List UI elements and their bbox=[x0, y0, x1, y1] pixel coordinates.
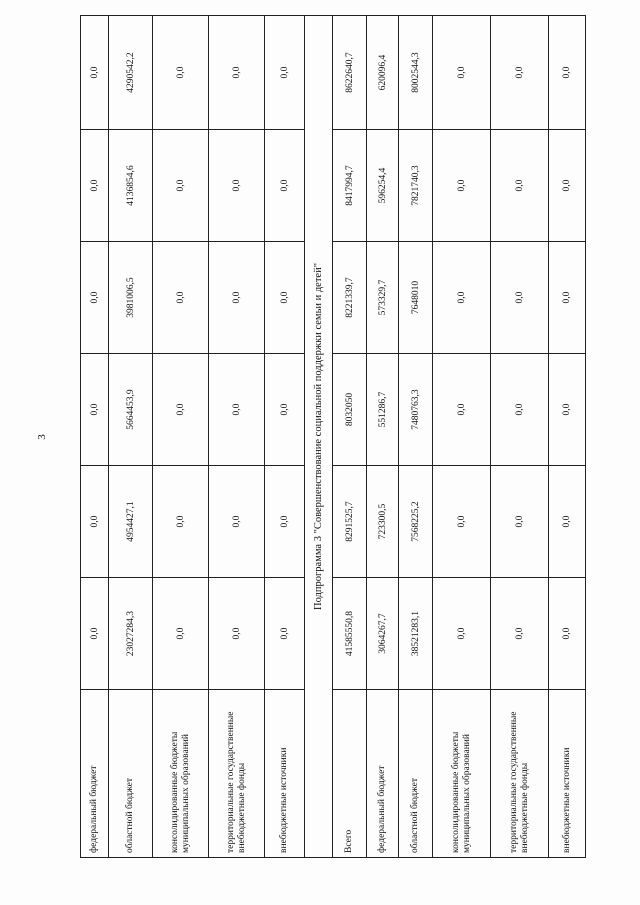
cell: 0,0 bbox=[209, 578, 265, 690]
table-row bbox=[333, 16, 367, 858]
table-row bbox=[367, 16, 399, 858]
cell: 0,0 bbox=[81, 130, 109, 242]
cell: 8291525,7 bbox=[333, 466, 367, 578]
cell: 0,0 bbox=[433, 466, 491, 578]
subprogram-header-row bbox=[305, 16, 333, 858]
cell: 8417994,7 bbox=[333, 130, 367, 242]
cell: 620096,4 bbox=[367, 16, 399, 130]
cell: 0,0 bbox=[491, 466, 549, 578]
row-label: областной бюджет bbox=[109, 690, 153, 858]
subprogram-title: Подпрограмма 3 "Совершенствование социальной поддержки семьи и детей" bbox=[305, 16, 333, 858]
cell: 7648010 bbox=[399, 242, 433, 354]
cell: 0,0 bbox=[433, 242, 491, 354]
row-label: консолидированные бюджеты муниципальных образований bbox=[153, 690, 209, 858]
budget-table-container bbox=[80, 16, 585, 858]
cell: 4954427,1 bbox=[109, 466, 153, 578]
cell: 0,0 bbox=[209, 354, 265, 466]
page-number: 3 bbox=[36, 434, 48, 440]
cell: 0,0 bbox=[549, 242, 586, 354]
cell: 0,0 bbox=[265, 354, 305, 466]
cell: 0,0 bbox=[153, 242, 209, 354]
cell: 0,0 bbox=[549, 578, 586, 690]
cell: 5664453,9 bbox=[109, 354, 153, 466]
cell: 0,0 bbox=[265, 578, 305, 690]
cell: 551286,7 bbox=[367, 354, 399, 466]
row-label: внебюджетные источники bbox=[265, 690, 305, 858]
cell: 0,0 bbox=[153, 130, 209, 242]
cell: 0,0 bbox=[81, 242, 109, 354]
table-row bbox=[209, 16, 265, 858]
cell: 0,0 bbox=[549, 16, 586, 130]
cell: 7480763,3 bbox=[399, 354, 433, 466]
row-label: консолидированные бюджеты муниципальных образований bbox=[433, 690, 491, 858]
cell: 723300,5 bbox=[367, 466, 399, 578]
cell: 23027284,3 bbox=[109, 578, 153, 690]
cell: 38521283,1 bbox=[399, 578, 433, 690]
cell: 0,0 bbox=[433, 578, 491, 690]
cell: 7821740,3 bbox=[399, 130, 433, 242]
cell: 0,0 bbox=[433, 354, 491, 466]
cell: 0,0 bbox=[491, 354, 549, 466]
row-label: территориальные государственные внебюджетные фонды bbox=[209, 690, 265, 858]
cell: 0,0 bbox=[209, 130, 265, 242]
table-row bbox=[109, 16, 153, 858]
cell: 596254,4 bbox=[367, 130, 399, 242]
cell: 0,0 bbox=[265, 242, 305, 354]
cell: 0,0 bbox=[549, 466, 586, 578]
cell: 0,0 bbox=[265, 16, 305, 130]
row-label: федеральный бюджет bbox=[81, 690, 109, 858]
cell: 0,0 bbox=[549, 354, 586, 466]
cell: 8032050 bbox=[333, 354, 367, 466]
table-row bbox=[399, 16, 433, 858]
cell: 0,0 bbox=[81, 16, 109, 130]
cell: 0,0 bbox=[491, 16, 549, 130]
cell: 3981006,5 bbox=[109, 242, 153, 354]
cell: 41585550,8 bbox=[333, 578, 367, 690]
cell: 0,0 bbox=[491, 578, 549, 690]
table-row bbox=[549, 16, 586, 858]
cell: 4136854,6 bbox=[109, 130, 153, 242]
cell: 0,0 bbox=[491, 130, 549, 242]
table-row bbox=[491, 16, 549, 858]
cell: 0,0 bbox=[209, 16, 265, 130]
cell: 0,0 bbox=[81, 354, 109, 466]
cell: 0,0 bbox=[433, 130, 491, 242]
cell: 8002544,3 bbox=[399, 16, 433, 130]
table-row bbox=[153, 16, 209, 858]
cell: 0,0 bbox=[153, 466, 209, 578]
cell: 3064267,7 bbox=[367, 578, 399, 690]
table-row bbox=[265, 16, 305, 858]
row-label: внебюджетные источники bbox=[549, 690, 586, 858]
cell: 4290542,2 bbox=[109, 16, 153, 130]
cell: 7568225,2 bbox=[399, 466, 433, 578]
table-row bbox=[81, 16, 109, 858]
table-row bbox=[433, 16, 491, 858]
cell: 0,0 bbox=[153, 354, 209, 466]
cell: 0,0 bbox=[81, 466, 109, 578]
row-label: Всего bbox=[333, 690, 367, 858]
cell: 0,0 bbox=[153, 578, 209, 690]
cell: 8622640,7 bbox=[333, 16, 367, 130]
cell: 0,0 bbox=[491, 242, 549, 354]
cell: 8221339,7 bbox=[333, 242, 367, 354]
row-label: территориальные государственные внебюджетные фонды bbox=[491, 690, 549, 858]
cell: 0,0 bbox=[433, 16, 491, 130]
cell: 573329,7 bbox=[367, 242, 399, 354]
cell: 0,0 bbox=[265, 466, 305, 578]
cell: 0,0 bbox=[81, 578, 109, 690]
row-label: областной бюджет bbox=[399, 690, 433, 858]
cell: 0,0 bbox=[549, 130, 586, 242]
cell: 0,0 bbox=[265, 130, 305, 242]
cell: 0,0 bbox=[209, 466, 265, 578]
budget-table bbox=[80, 15, 586, 858]
cell: 0,0 bbox=[209, 242, 265, 354]
row-label: федеральный бюджет bbox=[367, 690, 399, 858]
cell: 0,0 bbox=[153, 16, 209, 130]
